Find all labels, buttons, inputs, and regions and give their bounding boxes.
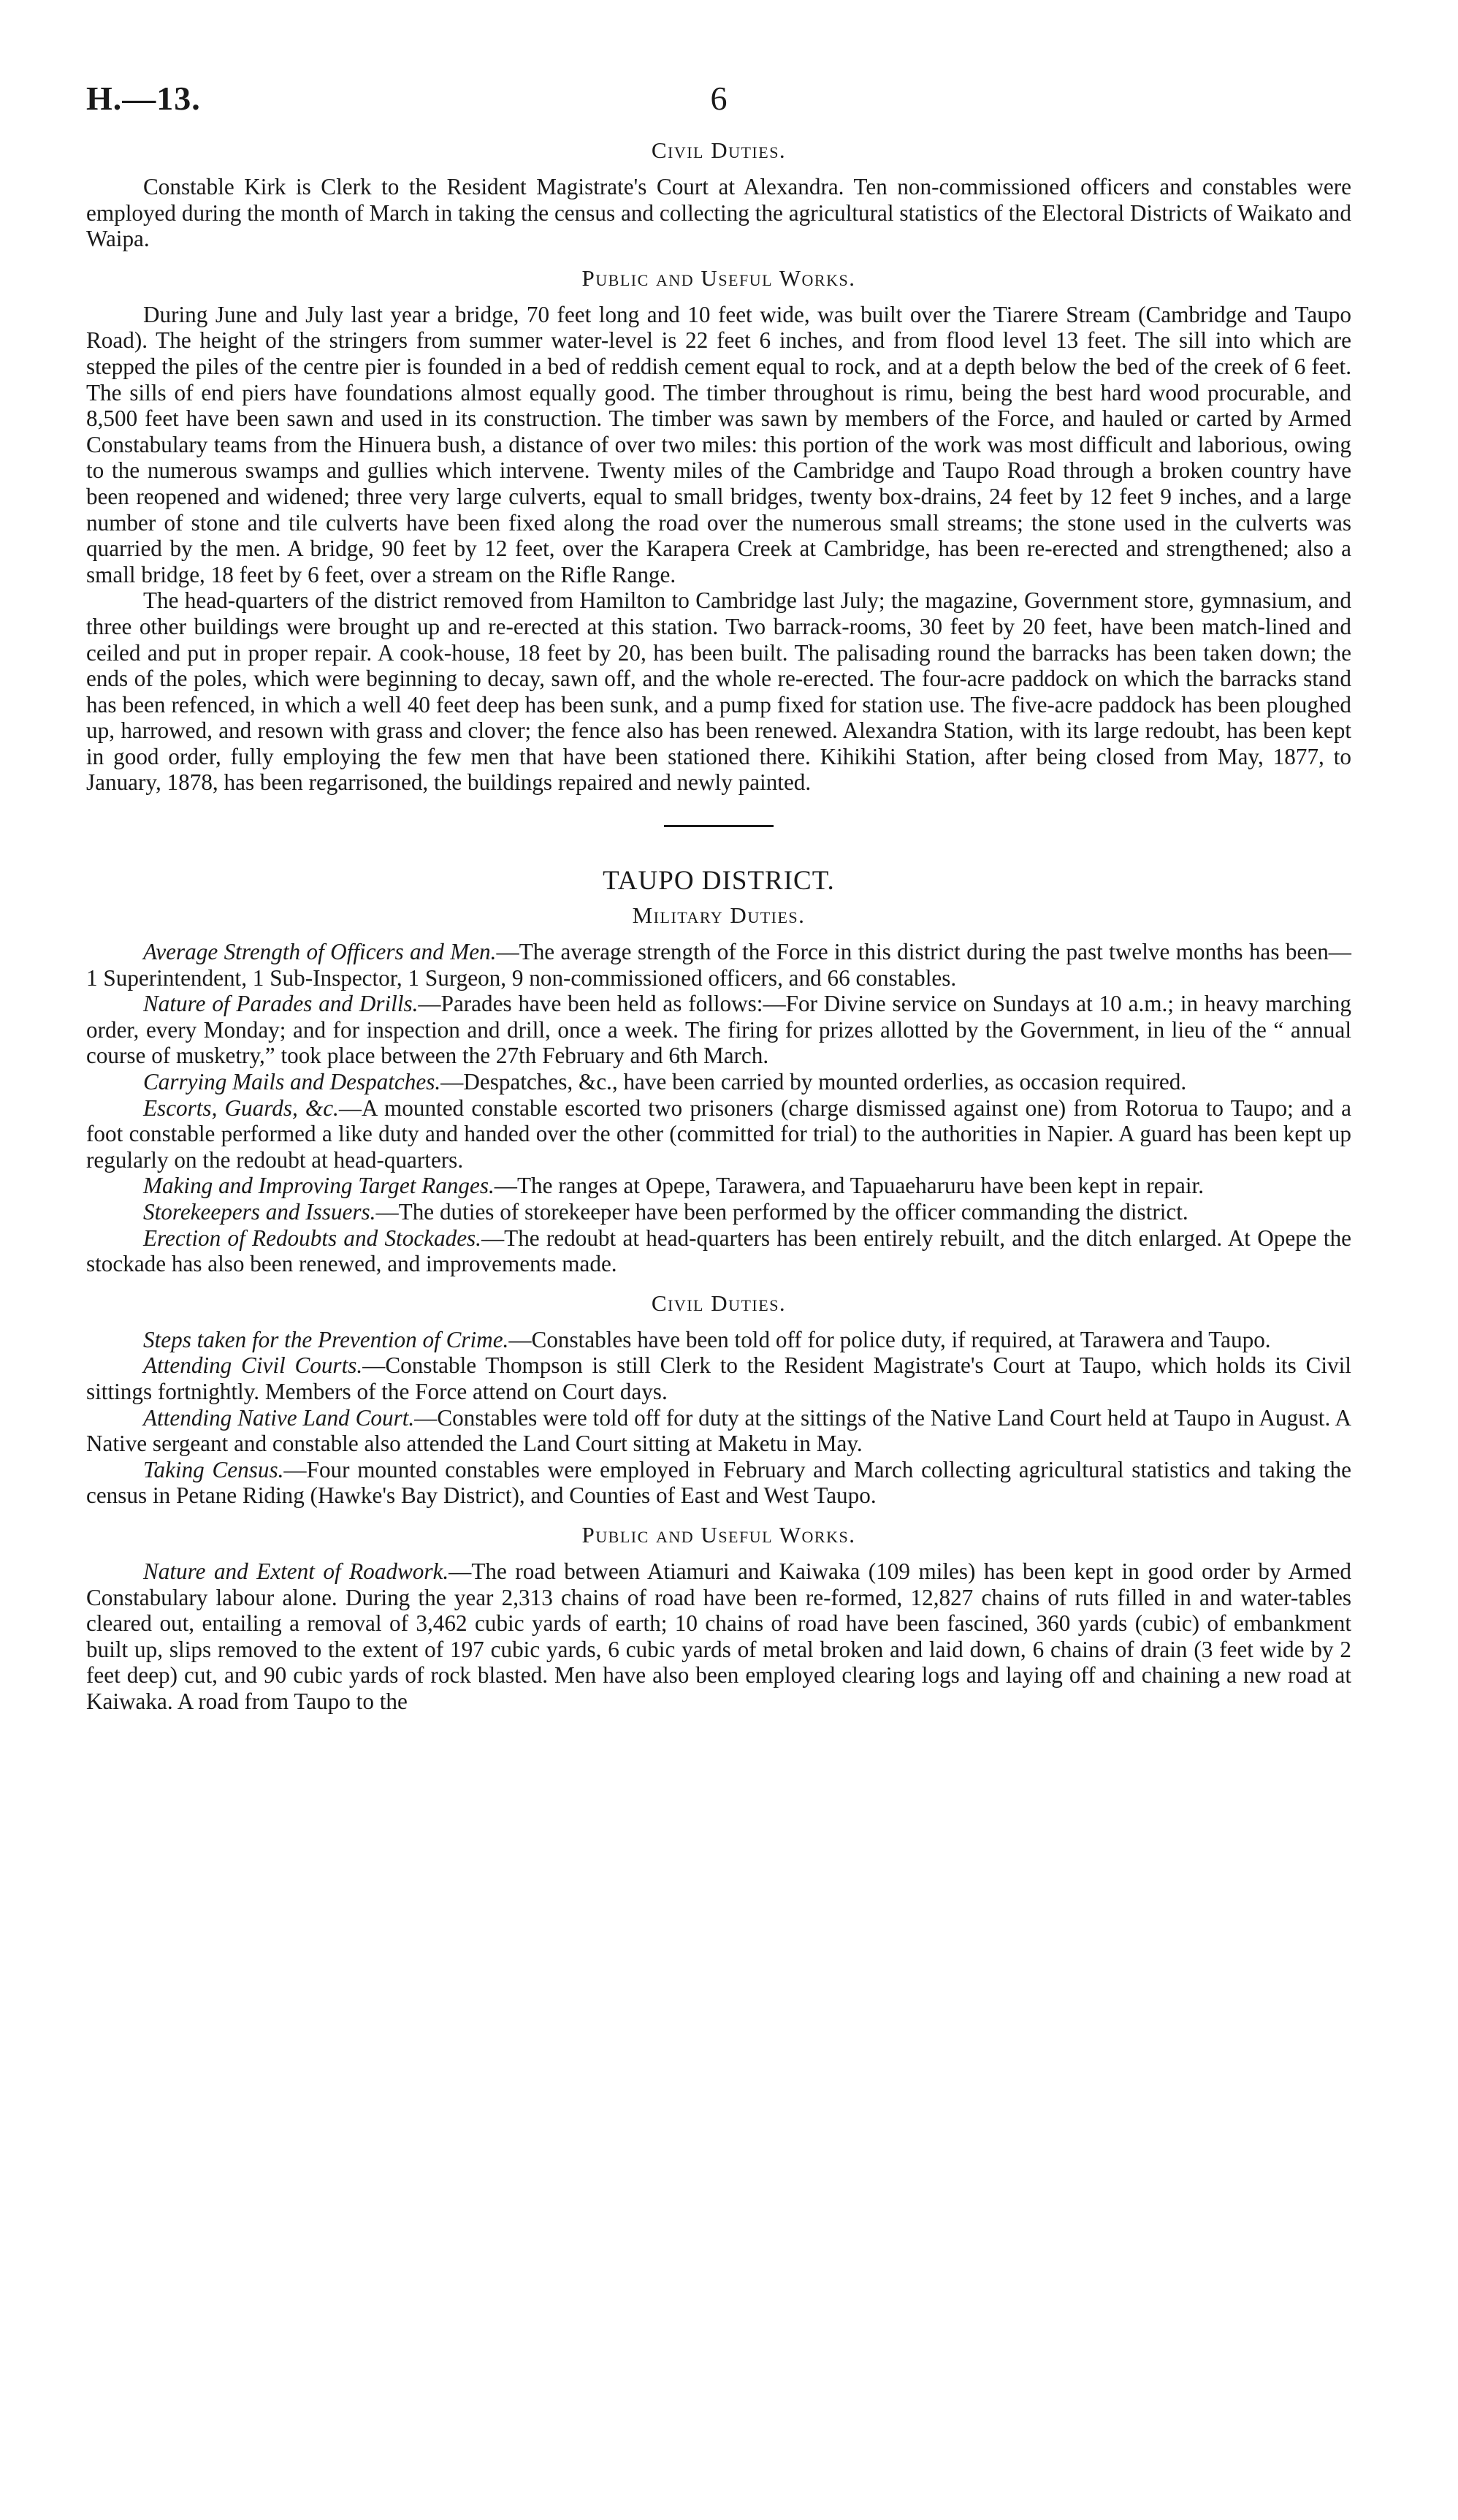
paragraph-item [86, 1457, 1351, 1509]
section-heading-civil-duties: Civil Duties. [651, 1290, 787, 1316]
item-text: —Four mounted constables were employed in February and March collecting agricultural statistics and taking the census in Petane Riding (Hawke's Bay District), and Counties of East and West Taupo. [86, 1456, 1351, 1509]
item-text: —The road between Atiamuri and Kaiwaka (109 miles) has been kept in good order by Armed Constabulary labour alone. During the year 2,313 chains of road have been re-formed, 12,827 chains of ruts filled in and water-tables cleared out, entailing a removal of 3,462 cubic yards of earth; 10 chains of road have been fascined, 360 yards (cubic) of embankment built up, slips removed to the extent of 197 cubic yards, 6 cubic yards of metal broken and laid down, 6 chains of drain (3 feet wide by 2 feet deep) cut, and 90 cubic yards of rock blasted. Men have also been employed clearing logs and laying off and chaining a new road at Kaiwaka. A road from Taupo to the [86, 1558, 1351, 1714]
document-code: H.—13. [86, 80, 201, 117]
paragraph-item [86, 1352, 1351, 1404]
item-text: —The average strength of the Force in this district during the past twelve months has been—1 Superintendent, 1 Sub-Inspector, 1 Surgeon, 9 non-commissioned officers, and 66 constables. [86, 939, 1351, 991]
paragraph-item [86, 1327, 1351, 1353]
item-text: —Constables have been told off for police duty, if required, at Tarawera and Taupo. [508, 1326, 1271, 1352]
item-lead: Erection of Redoubts and Stockades. [143, 1225, 481, 1251]
paragraph-item [86, 1069, 1351, 1095]
item-lead: Average Strength of Officers and Men. [143, 939, 497, 965]
section-heading-civil-duties: Civil Duties. [651, 137, 787, 163]
item-lead: Storekeepers and Issuers. [143, 1199, 376, 1225]
paragraph-item [86, 1199, 1351, 1225]
item-lead: Nature of Parades and Drills. [143, 991, 419, 1017]
paragraph-item [86, 1173, 1351, 1199]
item-text: —Parades have been held as follows:—For Divine service on Sundays at 10 a.m.; in heavy marching order, every Monday; and for inspection and drill, once a week. The firing for prizes allotted by the Government, in lieu of the “ annual course of musketry,” took place between the 27th February and 6th March. [86, 991, 1351, 1069]
section-divider [664, 825, 774, 827]
item-lead: Nature and Extent of Roadwork. [143, 1558, 449, 1584]
item-text: —Despatches, &c., have been carried by mounted orderlies, as occasion required. [440, 1069, 1187, 1095]
section-heading-public-works: Public and Useful Works. [581, 1521, 856, 1548]
paragraph-item [86, 1225, 1351, 1277]
item-lead: Carrying Mails and Despatches. [143, 1069, 441, 1095]
paragraph-item [86, 1405, 1351, 1457]
paragraph: The head-quarters of the district removed from Hamilton to Cambridge last July; the magazine, Government store, gymnasium, and three other buildings were brought up and re-erected at this station. Two barrack-rooms, 30 feet by 20 feet, have been match-lined and ceiled and put in proper repair. A cook-house, 18 feet by 20, has been built. The palisading round the barracks has been taken down; the ends of the poles, which were beginning to decay, sawn off, and the whole re-erected. The four-acre paddock on which the barracks stand has been refenced, in which a well 40 feet deep has been sunk, and a pump fixed for station use. The five-acre paddock has been ploughed up, harrowed, and resown with grass and clover; the fence also has been renewed. Alexandra Station, with its large redoubt, has been kept in good order, fully employing the few men that have been stationed there. Kihikihi Station, after being closed from May, 1877, to January, 1878, has been regarrisoned, the buildings repaired and newly painted. [86, 587, 1351, 796]
district-title: TAUPO DISTRICT. [603, 866, 835, 897]
paragraph-item [86, 1095, 1351, 1173]
page-header [86, 73, 1351, 124]
item-lead: Taking Census. [143, 1456, 284, 1482]
section-heading-public-works: Public and Useful Works. [581, 264, 856, 291]
paragraph-item [86, 1558, 1351, 1715]
page-number: 6 [710, 80, 728, 117]
item-text: —A mounted constable escorted two prisoners (charge dismissed against one) from Rotorua to Taupo; and a foot constable performed a like duty and handed over the other (committed for trial) to the authorities in Napier. A guard has been kept up regularly on the redoubt at head-quarters. [86, 1095, 1351, 1173]
paragraph: Constable Kirk is Clerk to the Resident Magistrate's Court at Alexandra. Ten non-commissioned officers and constables were employed during the month of March in taking the census and collecting the agricultural statistics of the Electoral Districts of Waikato and Waipa. [86, 174, 1351, 252]
item-text: —The duties of storekeeper have been performed by the officer commanding the district. [375, 1199, 1188, 1225]
item-lead: Steps taken for the Prevention of Crime. [143, 1326, 509, 1352]
paragraph: During June and July last year a bridge, 70 feet long and 10 feet wide, was built over the Tiarere Stream (Cambridge and Taupo Road). The height of the stringers from summer water-level is 22 feet 6 inches, and from flood level 13 feet. The sill into which are stepped the piles of the centre pier is founded in a bed of reddish cement equal to rock, and at a depth below the bed of the creek of 6 feet. The sills of end piers have foundations almost equally good. The timber throughout is rimu, being the best hard wood procurable, and 8,500 feet have been sawn and used in its construction. The timber was sawn by members of the Force, and hauled or carted by Armed Constabulary teams from the Hinuera bush, a distance of over two miles: this portion of the work was most difficult and laborious, owing to the numerous swamps and gullies which intervene. Twenty miles of the Cambridge and Taupo Road through a broken country have been reopened and widened; three very large culverts, equal to small bridges, twenty box-drains, 24 feet by 12 feet 9 inches, and a large number of stone and tile culverts have been fixed along the road over the numerous small streams; the stone used in the culverts was quarried by the men. A bridge, 90 feet by 12 feet, over the Karapera Creek at Cambridge, has been re-erected and strengthened; also a small bridge, 18 feet by 6 feet, over a stream on the Rifle Range. [86, 301, 1351, 587]
item-text: —The redoubt at head-quarters has been entirely rebuilt, and the ditch enlarged. At Opepe the stockade has also been renewed, and improvements made. [86, 1225, 1351, 1277]
paragraph-item [86, 991, 1351, 1069]
item-lead: Making and Improving Target Ranges. [143, 1173, 495, 1199]
item-lead: Attending Native Land Court. [143, 1404, 415, 1431]
item-text: —Constables were told off for duty at the sittings of the Native Land Court held at Taupo in August. A Native sergeant and constable also attended the Land Court sitting at Maketu in May. [86, 1404, 1351, 1457]
paragraph-item [86, 939, 1351, 991]
item-lead: Escorts, Guards, &c. [143, 1095, 339, 1121]
item-text: —The ranges at Opepe, Tarawera, and Tapuaeharuru have been kept in repair. [494, 1173, 1205, 1199]
section-heading-military-duties: Military Duties. [632, 902, 806, 929]
item-lead: Attending Civil Courts. [143, 1352, 363, 1379]
item-text: —Constable Thompson is still Clerk to the Resident Magistrate's Court at Taupo, which holds its Civil sittings fortnightly. Members of the Force attend on Court days. [86, 1352, 1351, 1404]
